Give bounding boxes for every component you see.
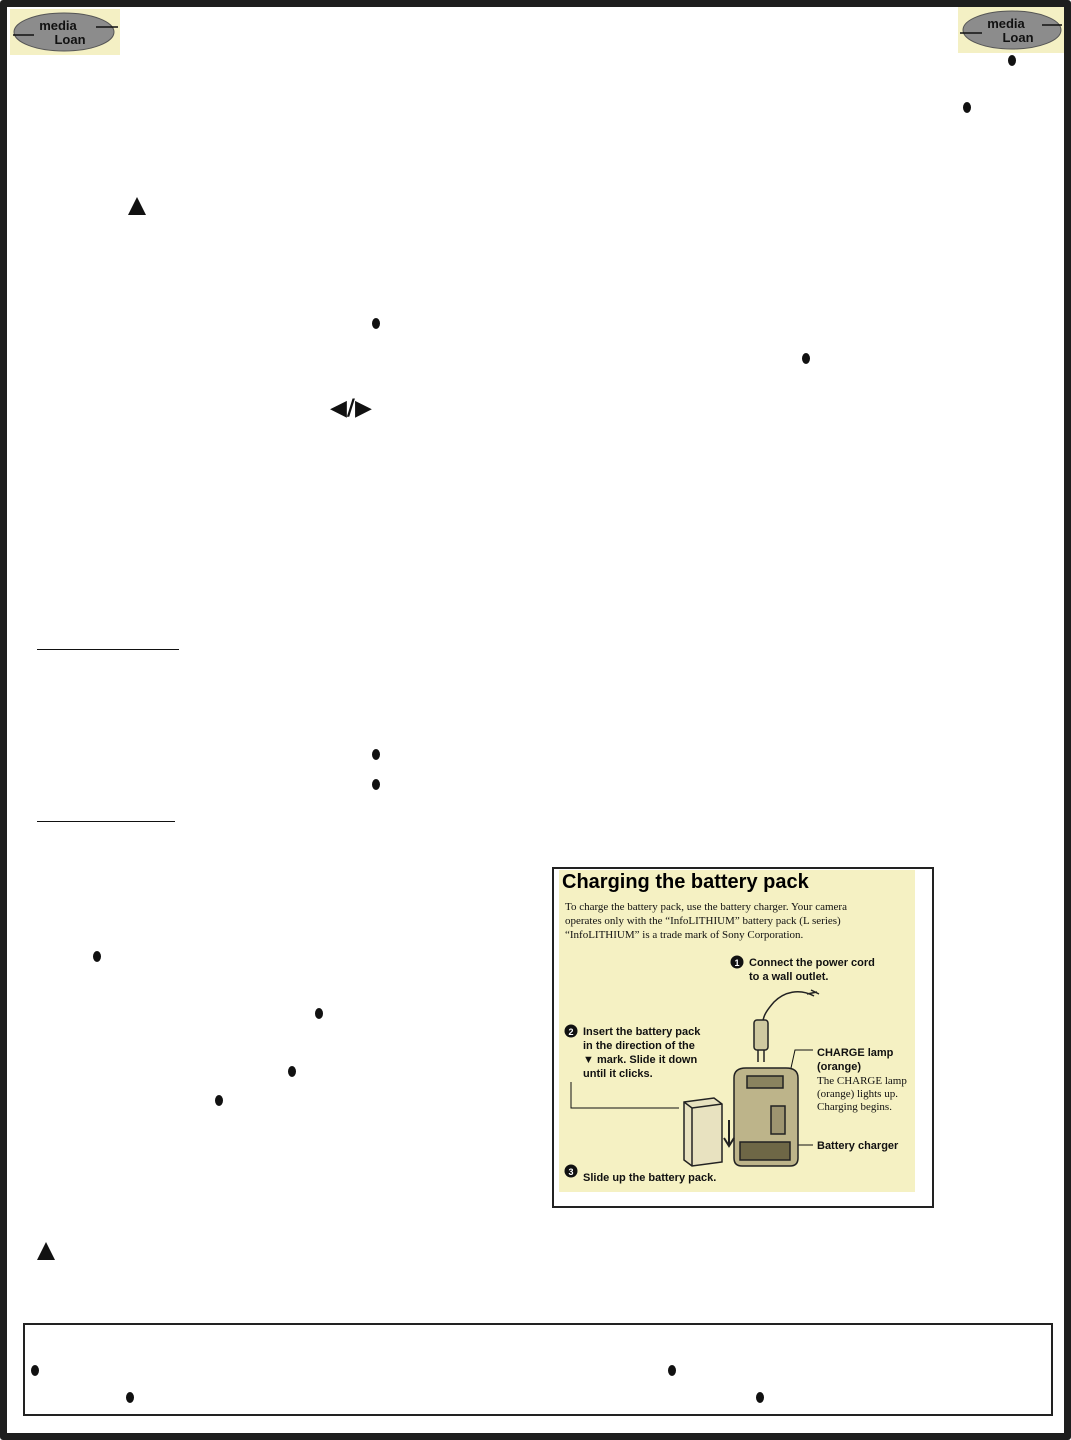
bullet-icon (372, 318, 380, 329)
bullet-icon (668, 1365, 676, 1376)
figure-title: Charging the battery pack (562, 871, 809, 893)
charge-lamp-note: Charging begins. (817, 1101, 892, 1113)
bullet-icon (31, 1365, 39, 1376)
logo-text-loan: Loan (54, 32, 86, 47)
charge-lamp-note: The CHARGE lamp (817, 1075, 907, 1087)
warning-triangle-icon (37, 1242, 55, 1260)
bullet-icon (1008, 55, 1016, 66)
media-loan-logo-left (10, 9, 120, 55)
step-1-text: to a wall outlet. (749, 971, 829, 983)
charging-illustration (559, 870, 929, 1192)
logo-text-loan: Loan (1002, 30, 1034, 45)
step-2-number: 2 (568, 1027, 574, 1037)
section-rule (37, 649, 179, 650)
warning-triangle-icon (128, 197, 146, 215)
figure-intro-line: operates only with the “InfoLITHIUM” battery pack (L series) (565, 915, 841, 927)
bullet-icon (315, 1008, 323, 1019)
bullet-icon (756, 1392, 764, 1403)
left-right-arrows-icon: ◀/▶ (330, 396, 372, 421)
step-2-text: in the direction of the (583, 1040, 695, 1052)
notes-box (23, 1323, 1053, 1416)
step-2-text: Insert the battery pack (583, 1026, 701, 1038)
bullet-icon (215, 1095, 223, 1106)
step-2-text: ▼ mark. Slide it down (583, 1054, 698, 1066)
step-2-text: until it clicks. (583, 1068, 653, 1080)
step-1-text: Connect the power cord (749, 957, 875, 969)
bullet-icon (288, 1066, 296, 1077)
bullet-icon (372, 779, 380, 790)
charge-lamp-note: (orange) lights up. (817, 1088, 898, 1100)
media-loan-logo-right (958, 7, 1064, 53)
logo-text-media: media (987, 16, 1025, 31)
bullet-icon (802, 353, 810, 364)
figure-intro-line: To charge the battery pack, use the battery charger. Your camera (565, 901, 847, 913)
step-3-text: Slide up the battery pack. (583, 1172, 717, 1184)
logo-text-media: media (39, 18, 77, 33)
figure-intro-line: “InfoLITHIUM” is a trade mark of Sony Corporation. (565, 929, 804, 941)
bullet-icon (963, 102, 971, 113)
bullet-icon (372, 749, 380, 760)
battery-charger-drawing (734, 1068, 798, 1166)
charging-figure (552, 867, 934, 1208)
charge-lamp-label: (orange) (817, 1061, 861, 1073)
bullet-icon (126, 1392, 134, 1403)
charge-lamp-label: CHARGE lamp (817, 1047, 894, 1059)
step-1-number: 1 (734, 958, 740, 968)
bullet-icon (93, 951, 101, 962)
step-3-number: 3 (568, 1167, 574, 1177)
battery-charger-label: Battery charger (817, 1140, 899, 1152)
section-rule (37, 821, 175, 822)
